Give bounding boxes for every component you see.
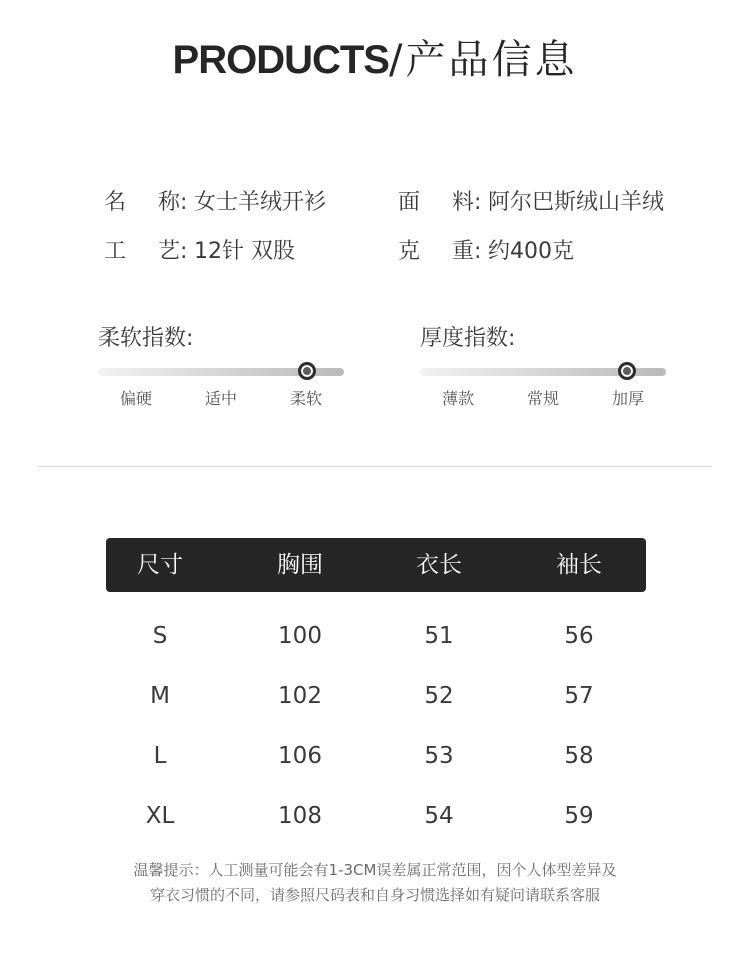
spec-label: 名称 (104, 190, 180, 215)
spec-value: 阿尔巴斯绒山羊绒 (488, 190, 665, 215)
table-header-cell: 衣长 (416, 552, 462, 578)
table-cell: 54 (424, 803, 454, 829)
spec-weight: 克重: 约400克 (398, 239, 574, 264)
table-header-cell: 袖长 (556, 552, 602, 578)
size-table-header (106, 538, 646, 592)
table-cell: 106 (278, 743, 322, 769)
table-header-cell: 尺寸 (137, 552, 183, 578)
table-cell: 102 (278, 683, 322, 709)
table-cell: 52 (424, 683, 454, 709)
softness-title: 柔软指数: (98, 326, 194, 351)
softness-knob (298, 362, 316, 380)
table-cell: M (150, 683, 170, 709)
softness-tick-high: 柔软 (289, 389, 322, 408)
note-line-2: 穿衣习惯的不同，请参照尺码表和自身习惯选择如有疑问请联系客服 (149, 886, 600, 904)
table-cell: XL (145, 803, 175, 829)
page-title-en: PRODUCTS (172, 38, 389, 82)
table-header-cell: 胸围 (277, 552, 323, 578)
table-cell: 58 (564, 743, 594, 769)
thickness-knob (618, 362, 636, 380)
thickness-tick-mid: 常规 (526, 389, 559, 408)
table-cell: 108 (278, 803, 322, 829)
table-cell: 59 (564, 803, 594, 829)
spec-fabric: 面料: 阿尔巴斯绒山羊绒 (398, 190, 665, 215)
table-cell: L (153, 743, 167, 769)
page-title-cn: /产品信息 (388, 37, 578, 83)
spec-label: 面料 (398, 190, 474, 215)
thickness-title: 厚度指数: (420, 326, 516, 351)
thickness-tick-high: 加厚 (611, 389, 644, 408)
table-cell: 53 (424, 743, 454, 769)
softness-tick-mid: 适中 (204, 389, 237, 408)
spec-value: 女士羊绒开衫 (194, 190, 327, 215)
table-cell: 57 (564, 683, 594, 709)
spec-name: 名称: 女士羊绒开衫 (104, 190, 327, 215)
page-title (0, 38, 750, 82)
note-line-1: 温馨提示：人工测量可能会有1-3CM误差属正常范围，因个人体型差异及 (133, 861, 617, 879)
table-cell: S (152, 623, 168, 649)
table-cell: 51 (424, 623, 454, 649)
spec-label: 克重 (398, 239, 474, 264)
softness-tick-low: 偏硬 (119, 389, 152, 408)
spec-label: 工艺 (104, 239, 180, 264)
thickness-tick-low: 薄款 (441, 389, 474, 408)
table-cell: 100 (278, 623, 322, 649)
spec-value: 12针 双股 (194, 239, 295, 264)
spec-craft: 工艺: 12针 双股 (104, 239, 295, 264)
spec-value: 约400克 (488, 239, 574, 264)
section-divider (38, 466, 712, 467)
table-cell: 56 (564, 623, 594, 649)
